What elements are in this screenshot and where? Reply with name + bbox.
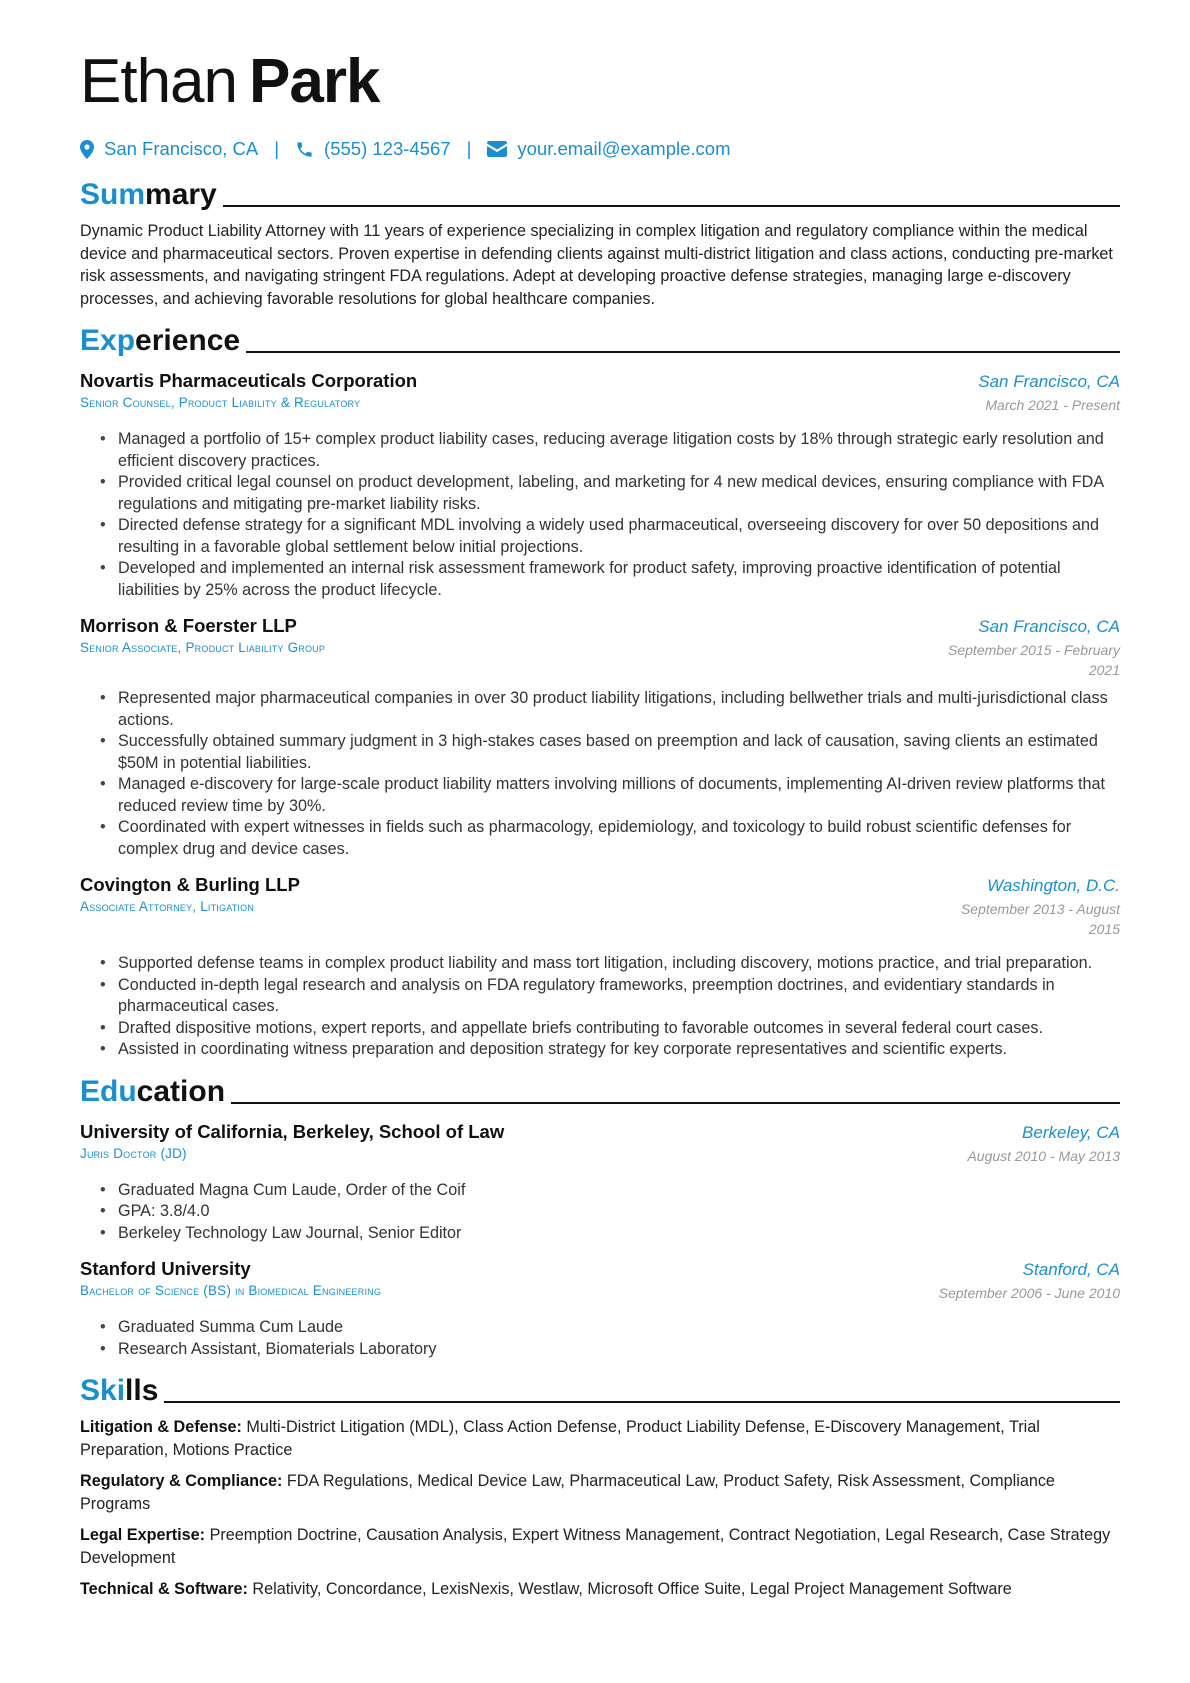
list-item: • Drafted dispositive motions, expert reports, and appellate briefs contributing to favorable outcomes in several federal court cases. <box>100 1018 1120 1040</box>
summary-section <box>80 174 1120 310</box>
list-item: • Berkeley Technology Law Journal, Senior Editor <box>100 1223 1120 1245</box>
education-entry <box>80 1121 1120 1245</box>
experience-entry <box>80 370 1120 601</box>
employer-name: Covington & Burling LLP <box>80 874 300 895</box>
entry-dates: August 2010 - May 2013 <box>967 1147 1120 1164</box>
section-divider <box>231 1102 1120 1104</box>
skill-label: Regulatory & Compliance: <box>80 1472 283 1490</box>
bullet-list <box>80 953 1120 1061</box>
bullet-list <box>80 1180 1120 1245</box>
school-name: University of California, Berkeley, School of Law <box>80 1120 505 1142</box>
candidate-name <box>80 48 1120 120</box>
entry-dates: March 2021 - Present <box>985 397 1120 413</box>
school-name: Stanford University <box>80 1258 251 1279</box>
entry-location: Stanford, CA <box>1022 1260 1120 1279</box>
contact-email[interactable] <box>487 138 730 160</box>
entry-dates: September 2013 - August 2015 <box>960 901 1120 937</box>
location-text: San Francisco, CA <box>104 138 259 159</box>
section-title: Experience <box>80 324 241 357</box>
entry-location: San Francisco, CA <box>978 372 1120 391</box>
contact-separator: | <box>466 138 472 159</box>
section-title: Skills <box>80 1374 159 1407</box>
section-header <box>80 1370 1120 1408</box>
list-item: • Successfully obtained summary judgment in 3 high-stakes cases based on preemption and lack of causation, saving clients an estimated $50M in potential liabilities. <box>100 731 1120 774</box>
experience-section <box>80 320 1120 1061</box>
list-item: • Supported defense teams in complex product liability and mass tort litigation, including discovery, motions practice, and trial preparation. <box>100 953 1120 975</box>
job-title: Associate Attorney, Litigation <box>80 899 255 914</box>
education-section <box>80 1071 1120 1361</box>
section-header <box>80 320 1120 358</box>
employer-name: Morrison & Foerster LLP <box>80 615 297 636</box>
skill-values: Multi-District Litigation (MDL), Class Action Defense, Product Liability Defense, E-Discovery Management, Trial Preparation, Motions Practice <box>80 1418 1040 1459</box>
skill-label: Technical & Software: <box>80 1580 248 1598</box>
email-link[interactable]: your.email@example.com <box>517 138 731 159</box>
section-title: Summary <box>80 178 217 211</box>
education-entry <box>80 1258 1120 1360</box>
skill-group <box>80 1524 1120 1570</box>
list-item: • Conducted in-depth legal research and analysis on FDA regulatory frameworks, preemption doctrines, and evidentiary standards in pharmaceutical cases. <box>100 975 1120 1018</box>
section-title: Education <box>80 1074 226 1108</box>
degree-title: Juris Doctor (JD) <box>80 1145 187 1161</box>
bullet-list <box>80 1317 1120 1360</box>
section-divider <box>223 205 1120 207</box>
list-item: • Assisted in coordinating witness preparation and deposition strategy for key corporate representatives and scientific experts. <box>100 1039 1120 1061</box>
job-title: Senior Counsel, Product Liability & Regulatory <box>80 395 361 410</box>
contact-location <box>80 138 258 160</box>
degree-title: Bachelor of Science (BS) in Biomedical Engineering <box>80 1283 382 1298</box>
skill-values: Relativity, Concordance, LexisNexis, Westlaw, Microsoft Office Suite, Legal Project Management Software <box>252 1580 1012 1598</box>
section-divider <box>246 351 1120 353</box>
list-item: • Represented major pharmaceutical companies in over 30 product liability litigations, including bellwether trials and multi-jurisdictional class actions. <box>100 688 1120 731</box>
experience-entry <box>80 615 1120 860</box>
skill-group <box>80 1578 1120 1601</box>
list-item: • Graduated Magna Cum Laude, Order of the Coif <box>100 1180 1120 1202</box>
skill-label: Legal Expertise: <box>80 1526 206 1544</box>
list-item: • Provided critical legal counsel on product development, labeling, and marketing for 4 new medical devices, ensuring compliance with FDA regulations and mitigating pre-market liability risks. <box>100 472 1120 515</box>
list-item: • Developed and implemented an internal risk assessment framework for product safety, improving proactive identification of potential liabilities by 25% across the product lifecycle. <box>100 558 1120 601</box>
skill-values: FDA Regulations, Medical Device Law, Pharmaceutical Law, Product Safety, Risk Assessment, Compliance Programs <box>80 1472 1055 1513</box>
entry-dates: September 2006 - June 2010 <box>938 1285 1120 1301</box>
skill-values: Preemption Doctrine, Causation Analysis, Expert Witness Management, Contract Negotiation, Legal Research, Case Strategy Development <box>80 1526 1111 1567</box>
bullet-list <box>80 429 1120 601</box>
map-pin-icon <box>80 140 94 159</box>
list-item: • Managed a portfolio of 15+ complex product liability cases, reducing average litigation costs by 18% through strategic early resolution and efficient discovery practices. <box>100 429 1120 472</box>
contact-phone[interactable] <box>295 138 451 160</box>
section-header <box>80 1071 1120 1109</box>
employer-name: Novartis Pharmaceuticals Corporation <box>80 370 418 391</box>
list-item: • Coordinated with expert witnesses in fields such as pharmacology, epidemiology, and toxicology to build robust scientific defenses for complex drug and device cases. <box>100 817 1120 860</box>
skill-label: Litigation & Defense: <box>80 1418 242 1436</box>
envelope-icon <box>487 141 507 157</box>
list-item: • Research Assistant, Biomaterials Laboratory <box>100 1339 1120 1361</box>
skills-section <box>80 1370 1120 1601</box>
skill-group <box>80 1416 1120 1462</box>
phone-text: (555) 123-4567 <box>324 138 451 159</box>
skill-group <box>80 1470 1120 1516</box>
section-divider <box>164 1401 1120 1403</box>
resume-page <box>80 48 1120 1601</box>
entry-location: Washington, D.C. <box>987 876 1120 895</box>
list-item: • Graduated Summa Cum Laude <box>100 1317 1120 1339</box>
bullet-list <box>80 688 1120 860</box>
section-header <box>80 174 1120 212</box>
first-name: Ethan <box>80 47 238 116</box>
last-name: Park <box>249 47 380 116</box>
experience-entry <box>80 874 1120 1061</box>
job-title: Senior Associate, Product Liability Group <box>80 640 326 655</box>
contact-bar <box>80 134 1120 164</box>
entry-location: Berkeley, CA <box>1022 1122 1120 1142</box>
list-item: • Directed defense strategy for a significant MDL involving a widely used pharmaceutical, overseeing discovery for over 50 depositions and resulting in a favorable global settlement below initial projections. <box>100 515 1120 558</box>
entry-location: San Francisco, CA <box>978 617 1120 636</box>
summary-text: Dynamic Product Liability Attorney with 11 years of experience specializing in complex litigation and regulatory compliance within the medical device and pharmaceutical sectors. Proven expertise in defending clients against multi-district litigation and class actions, conducting pre-market risk assessments, and navigating stringent FDA regulations. Adept at developing proactive defense strategies, managing large e-discovery processes, and achieving favorable resolutions for global healthcare companies. <box>80 222 1113 308</box>
list-item: • Managed e-discovery for large-scale product liability matters involving millions of documents, implementing AI-driven review platforms that reduced review time by 30%. <box>100 774 1120 817</box>
contact-separator: | <box>274 138 280 159</box>
entry-dates: September 2015 - February 2021 <box>948 642 1120 678</box>
phone-icon <box>295 140 314 159</box>
list-item: • GPA: 3.8/4.0 <box>100 1201 1120 1223</box>
